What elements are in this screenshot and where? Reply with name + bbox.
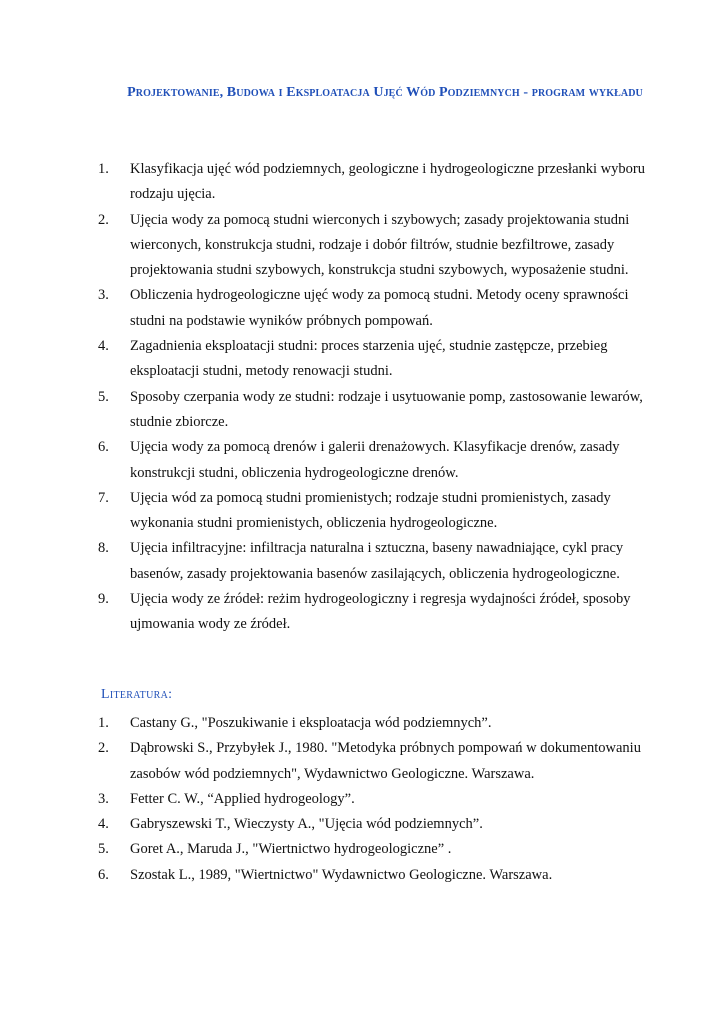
item-text: Ujęcia infiltracyjne: infiltracja naturalna i sztuczna, baseny nawadniające, cykl pracy basenów, zasady projektowania basenów zasilających, obliczenia hydrogeologiczne. [130, 540, 624, 582]
program-item [98, 587, 658, 638]
literature-item [98, 736, 658, 787]
program-item [98, 385, 658, 436]
item-text: Obliczenia hydrogeologiczne ujęć wody za pomocą studni. Metody oceny sprawności studni na podstawie wyników próbnych pompowań. [130, 287, 629, 329]
program-item [98, 283, 658, 334]
item-text: Castany G., "Poszukiwanie i eksploatacja wód podziemnych”. [130, 715, 492, 731]
item-number: 3. [98, 790, 109, 807]
item-text: Sposoby czerpania wody ze studni: rodzaje i usytuowanie pomp, zastosowanie lewarów, studnie zbiorcze. [130, 388, 643, 430]
program-item [98, 208, 658, 284]
literature-heading: Literatura: [101, 687, 173, 702]
literature-item [98, 787, 658, 812]
literature-item [98, 837, 658, 862]
program-item [98, 157, 658, 208]
item-text: Szostak L., 1989, "Wiertnictwo" Wydawnictwo Geologiczne. Warszawa. [130, 866, 553, 883]
literature-item [98, 711, 658, 736]
literature-item [98, 812, 658, 837]
item-text: Zagadnienia eksploatacji studni: proces starzenia ujęć, studnie zastępcze, przebieg eksploatacji studni, metody renowacji studni. [130, 338, 608, 380]
item-text: Ujęcia wód za pomocą studni promienistych; rodzaje studni promienistych, zasady wykonania studni promienistych, obliczenia hydrogeologiczne. [130, 489, 611, 532]
program-item [98, 435, 658, 486]
literature-list [98, 711, 658, 888]
item-number: 6. [98, 439, 109, 456]
program-item [98, 334, 658, 385]
program-item [98, 486, 658, 537]
item-number: 9. [98, 591, 109, 608]
item-text: Goret A., Maruda J., "Wiertnictwo hydrogeologiczne” . [130, 841, 452, 858]
item-number: 6. [98, 866, 109, 883]
program-list [98, 157, 658, 638]
literature-item [98, 863, 658, 888]
item-text: Gabryszewski T., Wieczysty A., "Ujęcia wód podziemnych”. [130, 816, 483, 833]
item-text: Ujęcia wody za pomocą drenów i galerii drenażowych. Klasyfikacje drenów, zasady konstrukcji studni, obliczenia hydrogeologiczne drenów. [130, 439, 620, 481]
item-text: Ujęcia wody ze źródeł: reżim hydrogeologiczny i regresja wydajności źródeł, sposoby ujmowania wody ze źródeł. [130, 591, 631, 633]
item-number: 4. [98, 816, 109, 833]
item-number: 4. [98, 338, 109, 355]
item-number: 2. [98, 740, 109, 757]
item-number: 8. [98, 540, 109, 557]
item-number: 5. [98, 388, 109, 405]
item-number: 7. [98, 489, 109, 506]
item-text: Fetter C. W., “Applied hydrogeology”. [130, 790, 355, 807]
program-item [98, 536, 658, 587]
item-text: Klasyfikacja ujęć wód podziemnych, geologiczne i hydrogeologiczne przesłanki wyboru rodzaju ujęcia. [130, 161, 645, 203]
item-number: 1. [98, 161, 109, 177]
item-number: 1. [98, 715, 109, 731]
item-number: 3. [98, 287, 109, 304]
item-text: Ujęcia wody za pomocą studni wierconych i szybowych; zasady projektowania studni wierconych, konstrukcja studni, rodzaje i dobór filtrów, studnie bezfiltrowe, zasady projektowania studni szybowych, konstrukcja studni szybowych, wyposażenie studni. [130, 211, 630, 279]
item-text: Dąbrowski S., Przybyłek J., 1980. "Metodyka próbnych pompowań w dokumentowaniu zasobów wód podziemnych", Wydawnictwo Geologiczne. Warszawa. [130, 740, 641, 782]
item-number: 5. [98, 841, 109, 858]
item-number: 2. [98, 211, 109, 228]
document-title: Projektowanie, Budowa i Eksploatacja Ujęć Wód Podziemnych - program wykładu [127, 85, 643, 100]
